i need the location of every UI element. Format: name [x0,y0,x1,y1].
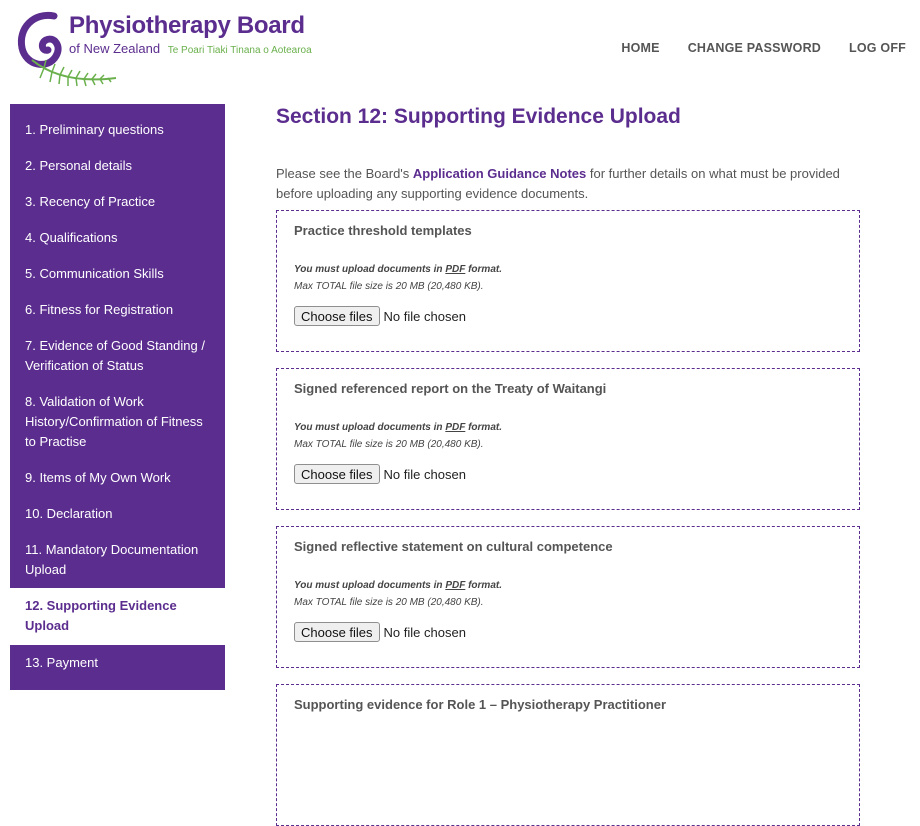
nav-log-off-link[interactable]: LOG OFF [849,41,906,55]
logo[interactable] [14,8,312,88]
sidebar-item-supporting-evidence[interactable]: 12. Supporting Evidence Upload [10,588,225,645]
format-note-post: format. [465,264,502,275]
sidebar [10,104,225,690]
top-nav [621,41,906,55]
upload-section-title: Supporting evidence for Role 1 – Physiotherapy Practitioner [294,697,667,712]
sidebar-item-personal-details[interactable]: 2. Personal details [10,148,225,184]
upload-section [276,368,860,510]
intro-post: for further details on what must be provided before uploading any supporting evidence documents. [276,166,840,201]
sidebar-item-payment[interactable]: 13. Payment [10,645,225,690]
file-input-row [294,622,842,642]
upload-size-note: Max TOTAL file size is 20 MB (20,480 KB). [294,281,484,292]
upload-section [276,210,860,352]
upload-format-note [294,422,842,433]
format-note-post: format. [465,580,502,591]
upload-section-title: Signed reflective statement on cultural competence [294,539,613,554]
file-status: No file chosen [383,624,466,640]
logo-subtitle-text: of New Zealand [69,41,161,56]
nav-home-link[interactable]: HOME [621,41,660,55]
main-content [276,104,866,826]
upload-section [276,684,860,826]
upload-format-note [294,580,842,591]
sidebar-item-qualifications[interactable]: 4. Qualifications [10,220,225,256]
format-note-post: format. [465,422,502,433]
page-title: Section 12: Supporting Evidence Upload [276,105,681,128]
intro-pre: Please see the Board's [276,166,413,181]
format-note-format: PDF [445,580,466,591]
upload-format-note [294,264,842,275]
choose-files-button[interactable]: Choose files [294,622,380,642]
file-input-row [294,464,842,484]
upload-size-note: Max TOTAL file size is 20 MB (20,480 KB). [294,597,484,608]
nav-change-password-link[interactable]: CHANGE PASSWORD [687,41,822,55]
upload-section-title: Signed referenced report on the Treaty of Waitangi [294,381,607,396]
intro-text [276,164,856,204]
format-note-pre: You must upload documents in [294,422,446,433]
header [0,0,920,95]
format-note-format: PDF [445,422,466,433]
format-note-format: PDF [445,264,466,275]
sidebar-item-recency-of-practice[interactable]: 3. Recency of Practice [10,184,225,220]
sidebar-item-declaration[interactable]: 10. Declaration [10,496,225,532]
sidebar-item-work-history[interactable]: 8. Validation of Work History/Confirmation of Fitness to Practise [10,384,225,460]
format-note-pre: You must upload documents in [294,264,446,275]
choose-files-button[interactable]: Choose files [294,464,380,484]
logo-maori-text: Te Poari Tiaki Tinana o Aotearoa [167,45,312,56]
file-status: No file chosen [383,308,466,324]
sidebar-item-fitness-for-registration[interactable]: 6. Fitness for Registration [10,292,225,328]
format-note-pre: You must upload documents in [294,580,446,591]
sidebar-item-communication-skills[interactable]: 5. Communication Skills [10,256,225,292]
sidebar-item-mandatory-documentation[interactable]: 11. Mandatory Documentation Upload [10,532,225,588]
guidance-notes-link[interactable]: Application Guidance Notes [412,166,587,181]
choose-files-button[interactable]: Choose files [294,306,380,326]
sidebar-item-preliminary-questions[interactable]: 1. Preliminary questions [10,104,225,148]
file-input-row [294,306,842,326]
sidebar-item-good-standing[interactable]: 7. Evidence of Good Standing / Verification of Status [10,328,225,384]
upload-section-title: Practice threshold templates [294,223,472,238]
logo-subtitle [69,41,312,56]
upload-section [276,526,860,668]
sidebar-item-own-work[interactable]: 9. Items of My Own Work [10,460,225,496]
logo-title: Physiotherapy Board [69,12,305,39]
upload-size-note: Max TOTAL file size is 20 MB (20,480 KB). [294,439,484,450]
file-status: No file chosen [383,466,466,482]
